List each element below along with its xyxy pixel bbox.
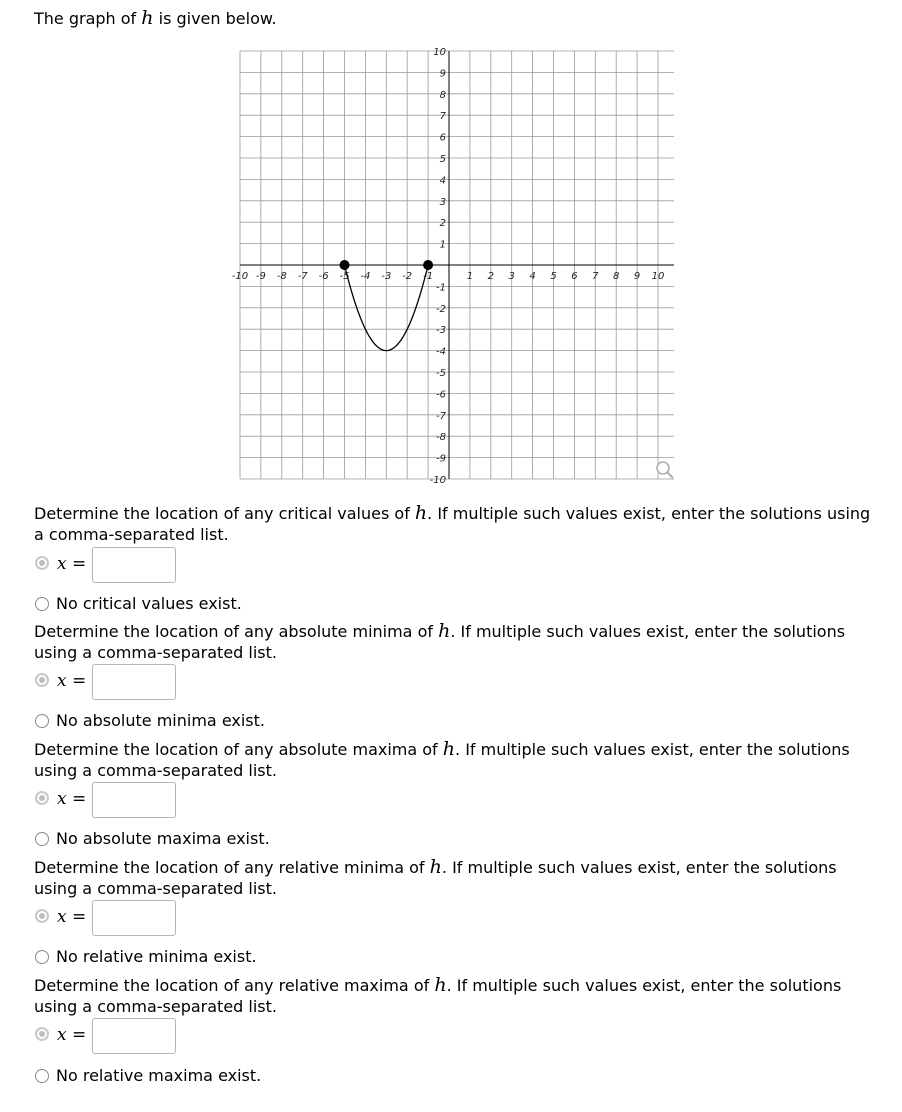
intro-pre: The graph of <box>34 9 142 28</box>
question-text: Determine the location of any relative minima of h. If multiple such values exist, enter the solutions using a comma-separated list. <box>34 856 837 898</box>
answer-radio-critical[interactable] <box>35 556 49 570</box>
none-radio-rel-max[interactable] <box>35 1069 49 1083</box>
question-critical-values <box>34 503 884 545</box>
answer-radio-rel-max[interactable] <box>35 1027 49 1041</box>
y-tick-label: 6 <box>439 132 446 144</box>
none-label-abs-max: No absolute maxima exist. <box>56 829 270 848</box>
x-tick-label: 1 <box>466 271 474 282</box>
answer-row-critical <box>34 545 234 585</box>
x-tick-label: -1 <box>423 271 434 282</box>
y-tick-label: 8 <box>439 89 446 101</box>
x-tick-label: -5 <box>339 271 350 282</box>
x-equals-label: x = <box>57 789 87 809</box>
x-tick-label: -7 <box>297 271 308 282</box>
answer-row-rel-min <box>34 898 234 938</box>
question-text: Determine the location of any critical values of h. If multiple such values exist, enter the solutions using a comma-separated list. <box>34 502 871 544</box>
x-tick-label: 7 <box>592 271 599 282</box>
none-option-critical[interactable] <box>34 594 434 616</box>
x-tick-label: 6 <box>571 271 578 282</box>
rel-min-input[interactable] <box>92 900 176 936</box>
x-tick-label: -2 <box>402 271 413 282</box>
x-tick-label: -3 <box>381 271 392 282</box>
x-tick-labels <box>232 271 665 282</box>
answer-row-abs-max <box>34 780 234 820</box>
y-tick-label: -4 <box>436 346 446 358</box>
question-relative-minima <box>34 857 884 899</box>
none-label-critical: No critical values exist. <box>56 594 242 613</box>
intro-post: is given below. <box>153 9 277 28</box>
x-tick-label: 8 <box>613 271 620 282</box>
none-option-rel-max[interactable] <box>34 1066 434 1088</box>
x-tick-label: -8 <box>276 271 287 282</box>
none-option-abs-min[interactable] <box>34 711 434 733</box>
function-name: h <box>141 7 154 29</box>
x-tick-label: 10 <box>651 271 665 282</box>
y-tick-label: -10 <box>429 475 446 486</box>
x-tick-label: -4 <box>360 271 371 282</box>
none-option-rel-min[interactable] <box>34 947 434 969</box>
y-tick-label: 2 <box>439 218 446 230</box>
function-graph <box>0 0 902 500</box>
critical-values-input[interactable] <box>92 547 176 583</box>
magnifier-icon[interactable] <box>657 462 673 478</box>
none-radio-rel-min[interactable] <box>35 950 49 964</box>
question-absolute-minima <box>34 621 884 663</box>
none-label-rel-max: No relative maxima exist. <box>56 1066 262 1085</box>
x-tick-label: -6 <box>318 271 329 282</box>
y-tick-label: 10 <box>433 47 446 58</box>
y-tick-label: 5 <box>439 154 446 165</box>
x-tick-label: 2 <box>487 271 494 282</box>
y-tick-label: 4 <box>439 175 446 187</box>
y-tick-label: 3 <box>439 196 446 208</box>
none-label-rel-min: No relative minima exist. <box>56 947 257 966</box>
x-tick-label: -9 <box>255 271 266 282</box>
answer-row-abs-min <box>34 662 234 702</box>
question-relative-maxima <box>34 975 884 1017</box>
none-radio-abs-min[interactable] <box>35 714 49 728</box>
question-absolute-maxima <box>34 739 884 781</box>
y-tick-label: 9 <box>439 68 446 80</box>
y-tick-label: -8 <box>436 432 446 444</box>
x-equals-label: x = <box>57 1025 87 1045</box>
y-tick-label: -7 <box>436 410 446 422</box>
x-tick-label: 3 <box>508 271 515 282</box>
x-tick-label: 4 <box>529 271 536 282</box>
y-tick-label: -9 <box>436 453 446 465</box>
question-text: Determine the location of any relative maxima of h. If multiple such values exist, enter the solutions using a comma-separated list. <box>34 974 842 1016</box>
x-equals-label: x = <box>57 554 87 574</box>
y-tick-label: -2 <box>436 303 446 315</box>
y-tick-label: -1 <box>436 282 446 294</box>
abs-min-input[interactable] <box>92 664 176 700</box>
x-tick-label: 5 <box>550 271 557 282</box>
y-tick-label: -5 <box>436 368 446 379</box>
y-tick-label: -3 <box>436 325 446 337</box>
answer-radio-abs-min[interactable] <box>35 673 49 687</box>
closed-endpoint-right <box>423 260 433 270</box>
none-label-abs-min: No absolute minima exist. <box>56 711 265 730</box>
answer-row-rel-max <box>34 1016 234 1056</box>
x-tick-label: 9 <box>633 271 641 282</box>
answer-radio-rel-min[interactable] <box>35 909 49 923</box>
closed-endpoint-left <box>340 260 350 270</box>
none-option-abs-max[interactable] <box>34 829 434 851</box>
x-equals-label: x = <box>57 671 87 691</box>
x-equals-label: x = <box>57 907 87 927</box>
rel-max-input[interactable] <box>92 1018 176 1054</box>
x-tick-label: -10 <box>231 271 249 282</box>
none-radio-critical[interactable] <box>35 597 49 611</box>
question-text: Determine the location of any absolute maxima of h. If multiple such values exist, enter the solutions using a comma-separated list. <box>34 738 850 780</box>
y-tick-label: 1 <box>439 239 446 251</box>
y-tick-label: 7 <box>439 111 446 123</box>
answer-radio-abs-max[interactable] <box>35 791 49 805</box>
abs-max-input[interactable] <box>92 782 176 818</box>
none-radio-abs-max[interactable] <box>35 832 49 846</box>
y-tick-label: -6 <box>436 389 446 401</box>
question-text: Determine the location of any absolute minima of h. If multiple such values exist, enter the solutions using a comma-separated list. <box>34 620 846 662</box>
